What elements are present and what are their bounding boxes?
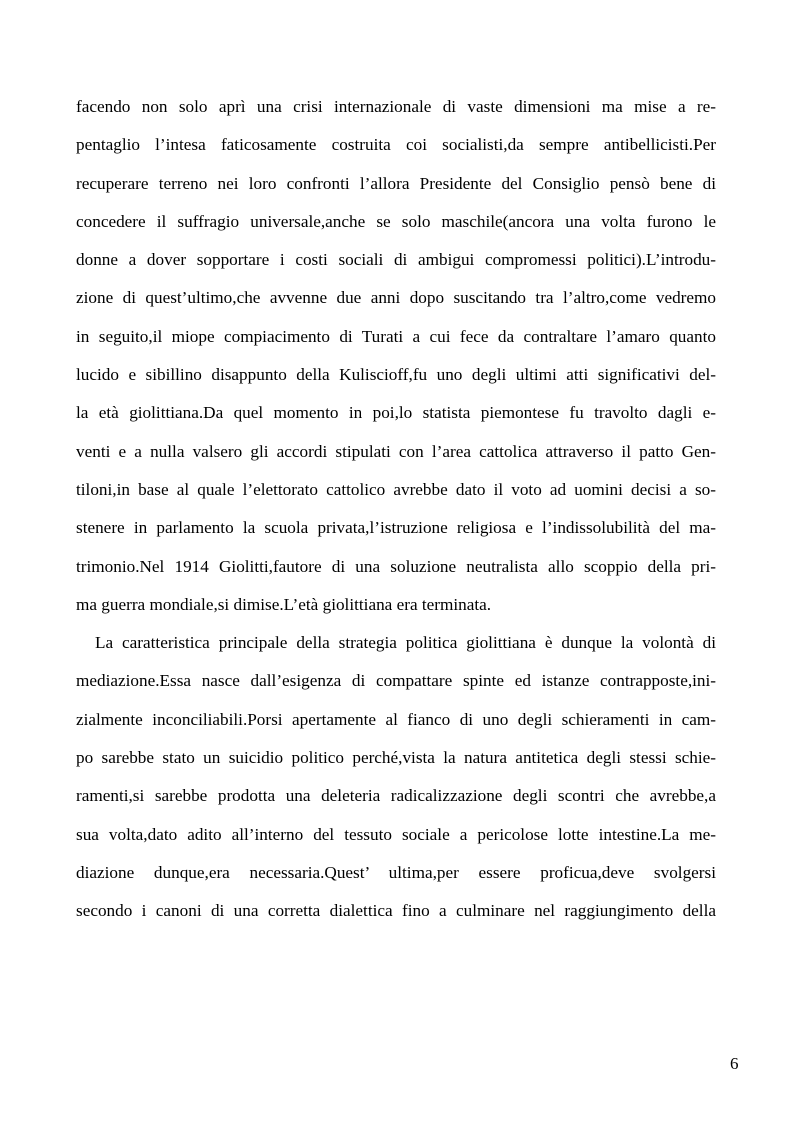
text-line: po sarebbe stato un suicidio politico perché,vista la natura antitetica degli stessi schie- [76, 748, 716, 768]
text-line: secondo i canoni di una corretta dialettica fino a culminare nel raggiungimento della [76, 901, 716, 921]
text-line: lucido e sibillino disappunto della Kuliscioff,fu uno degli ultimi atti significativi del- [76, 365, 716, 385]
text-line: zione di quest’ultimo,che avvenne due anni dopo suscitando tra l’altro,come vedremo [76, 288, 716, 308]
text-line: donne a dover sopportare i costi sociali di ambigui compromessi politici).L’introdu- [76, 250, 716, 270]
text-line: venti e a nulla valsero gli accordi stipulati con l’area cattolica attraverso il patto Gen- [76, 441, 716, 461]
page-number: 6 [730, 1054, 739, 1073]
text-line: tiloni,in base al quale l’elettorato cattolico avrebbe dato il voto ad uomini decisi a so- [76, 479, 716, 499]
text-line-last: ma guerra mondiale,si dimise.L’età giolittiana era terminata. [76, 594, 492, 614]
text-line: la età giolittiana.Da quel momento in poi,lo statista piemontese fu travolto dagli e- [76, 403, 716, 423]
text-line: zialmente inconciliabili.Porsi apertamente al fianco di uno degli schieramenti in cam- [76, 709, 716, 729]
text-line: diazione dunque,era necessaria.Quest’ ultima,per essere proficua,deve svolgersi [76, 862, 716, 882]
body-text [76, 88, 716, 931]
text-line: facendo non solo aprì una crisi internazionale di vaste dimensioni ma mise a re- [76, 97, 716, 116]
text-line: ramenti,si sarebbe prodotta una deleteria radicalizzazione degli scontri che avrebbe,a [76, 786, 716, 806]
text-line-indented: La caratteristica principale della strategia politica giolittiana è dunque la volontà di [95, 633, 716, 653]
text-line: trimonio.Nel 1914 Giolitti,fautore di una soluzione neutralista allo scoppio della pri- [76, 556, 716, 576]
text-line: pentaglio l’intesa faticosamente costruita coi socialisti,da sempre antibellicisti.Per [76, 135, 716, 155]
text-line: stenere in parlamento la scuola privata,l’istruzione religiosa e l’indissolubilità del ma- [76, 518, 716, 538]
text-line: in seguito,il miope compiacimento di Turati a cui fece da contraltare l’amaro quanto [76, 326, 716, 346]
text-line: recuperare terreno nei loro confronti l’allora Presidente del Consiglio pensò bene di [76, 173, 716, 193]
text-line: sua volta,dato adito all’interno del tessuto sociale a pericolose lotte intestine.La me- [76, 824, 716, 844]
text-line: mediazione.Essa nasce dall’esigenza di compattare spinte ed istanze contrapposte,ini- [76, 671, 716, 691]
text-line: concedere il suffragio universale,anche se solo maschile(ancora una volta furono le [76, 211, 716, 231]
